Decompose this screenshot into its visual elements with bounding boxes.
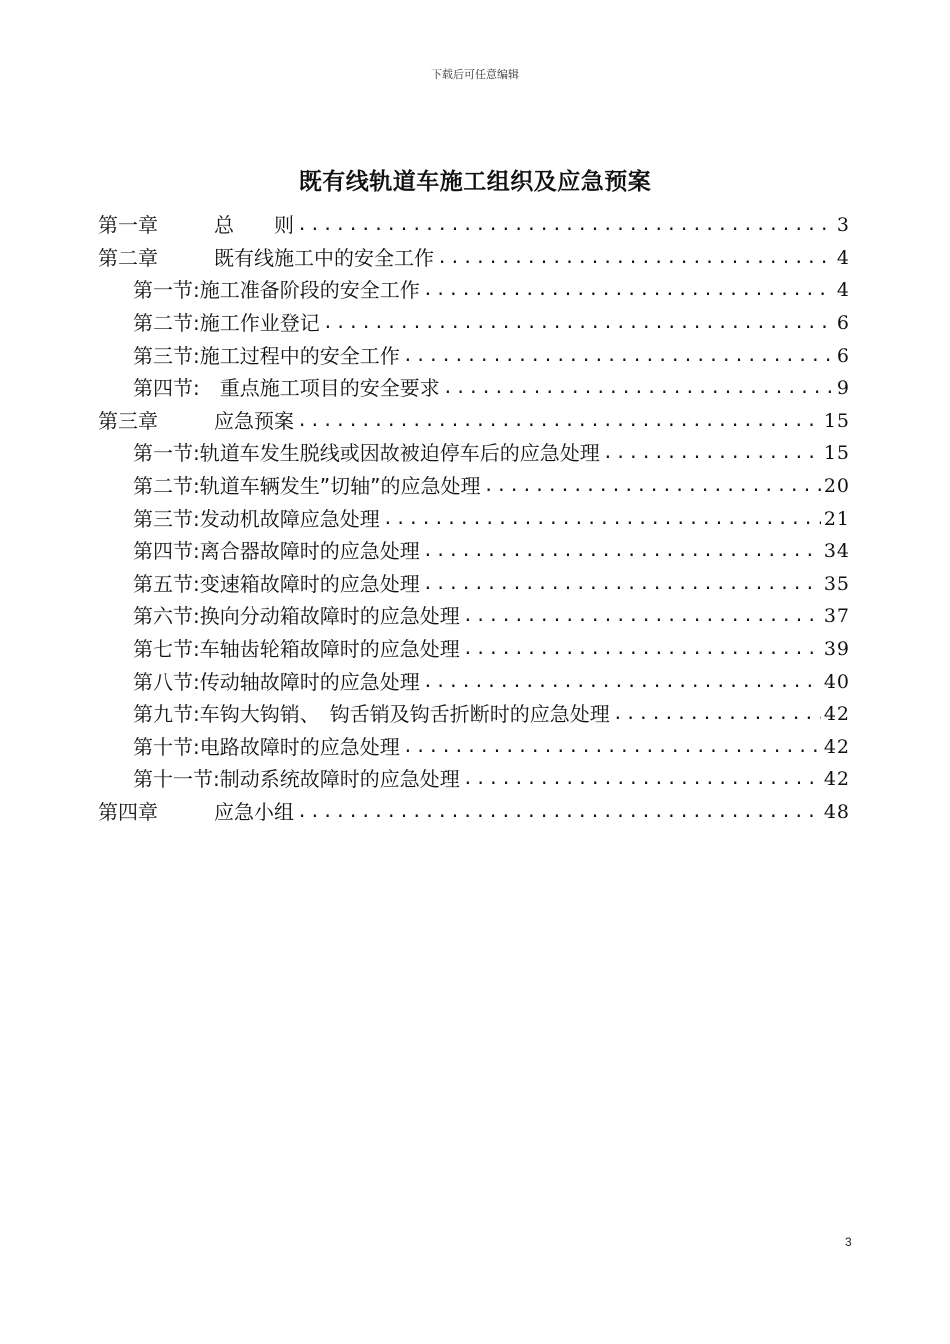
toc-entry-label: [133, 731, 400, 763]
toc-entry-number: 第五节:: [133, 571, 200, 596]
toc-entry-page: 42: [823, 735, 850, 758]
toc-entry-title: 离合器故障时的应急处理: [199, 539, 420, 564]
toc-entry-label: [133, 633, 460, 665]
toc-entry-title: 制动系统故障时的应急处理: [219, 767, 460, 792]
toc-entry-label: [98, 796, 294, 828]
toc-entry-page: 6: [836, 312, 850, 335]
toc-dot-leader: [443, 372, 834, 404]
toc-dot-leader: [603, 437, 821, 469]
toc-entry-title: 车钩大钩销、 钩舌销及钩舌折断时的应急处理: [199, 702, 610, 727]
toc-dot-leader: [297, 405, 821, 437]
toc-entry-page: 40: [823, 670, 850, 693]
toc-dot-leader: [483, 470, 820, 502]
toc-entry-page: 34: [823, 540, 850, 563]
toc-entry-page: 15: [823, 442, 850, 465]
toc-section-entry[interactable]: [98, 568, 850, 601]
toc-entry-number: 第十节:: [133, 734, 200, 759]
toc-entry-page: 37: [823, 605, 850, 628]
toc-entry-title: 施工过程中的安全工作: [199, 343, 400, 368]
toc-dot-leader: [613, 698, 821, 730]
toc-entry-label: [98, 209, 294, 241]
toc-dot-leader: [437, 242, 834, 274]
toc-section-entry[interactable]: [98, 665, 850, 698]
toc-section-entry[interactable]: [98, 731, 850, 764]
toc-entry-number: 第三章: [98, 408, 158, 433]
toc-dot-leader: [423, 666, 821, 698]
toc-section-entry[interactable]: [98, 437, 850, 470]
toc-entry-label: [133, 372, 440, 404]
toc-entry-page: 3: [836, 214, 850, 237]
toc-entry-title: 传动轴故障时的应急处理: [199, 669, 420, 694]
page-number: 3: [845, 1235, 852, 1249]
toc-section-entry[interactable]: [98, 502, 850, 535]
toc-entry-number: 第四节:: [133, 539, 200, 564]
toc-dot-leader: [297, 209, 834, 241]
toc-entry-page: 20: [823, 475, 850, 498]
toc-dot-leader: [383, 503, 821, 535]
toc-dot-leader: [297, 796, 821, 828]
toc-dot-leader: [463, 600, 821, 632]
toc-section-entry[interactable]: [98, 307, 850, 340]
toc-dot-leader: [423, 568, 821, 600]
toc-entry-title: 重点施工项目的安全要求: [199, 376, 440, 401]
toc-entry-number: 第八节:: [133, 669, 200, 694]
toc-entry-title: 施工作业登记: [199, 311, 320, 336]
toc-dot-leader: [403, 340, 834, 372]
toc-entry-page: 4: [836, 279, 850, 302]
toc-entry-number: 第二节:: [133, 474, 200, 499]
toc-entry-title: 车轴齿轮箱故障时的应急处理: [199, 637, 460, 662]
toc-entry-label: [133, 698, 610, 730]
toc-entry-number: 第一节:: [133, 278, 200, 303]
toc-section-entry[interactable]: [98, 339, 850, 372]
toc-entry-page: 9: [836, 377, 850, 400]
toc-entry-label: [133, 307, 320, 339]
toc-chapter-entry[interactable]: [98, 405, 850, 438]
toc-entry-title: 应急小组: [214, 799, 294, 824]
toc-entry-title: 变速箱故障时的应急处理: [199, 571, 420, 596]
toc-entry-label: [133, 503, 380, 535]
toc-section-entry[interactable]: [98, 372, 850, 405]
toc-section-entry[interactable]: [98, 470, 850, 503]
toc-entry-label: [98, 242, 434, 274]
toc-entry-number: 第十一节:: [133, 767, 220, 792]
toc-chapter-entry[interactable]: [98, 796, 850, 829]
toc-dot-leader: [403, 731, 821, 763]
toc-entry-title: 施工准备阶段的安全工作: [199, 278, 420, 303]
toc-entry-page: 4: [836, 246, 850, 269]
toc-section-entry[interactable]: [98, 535, 850, 568]
toc-chapter-entry[interactable]: [98, 209, 850, 242]
toc-section-entry[interactable]: [98, 698, 850, 731]
toc-entry-label: [98, 405, 294, 437]
table-of-contents: [98, 209, 850, 828]
toc-entry-title: 应急预案: [214, 408, 294, 433]
toc-entry-label: [133, 470, 480, 502]
header-note: 下载后可任意编辑: [431, 68, 519, 81]
toc-entry-page: 21: [823, 507, 850, 530]
toc-entry-label: [133, 568, 420, 600]
toc-entry-label: [133, 666, 420, 698]
toc-entry-title: 总 则: [214, 213, 294, 238]
toc-entry-page: 39: [823, 638, 850, 661]
toc-section-entry[interactable]: [98, 633, 850, 666]
toc-entry-page: 42: [823, 703, 850, 726]
toc-entry-label: [133, 437, 600, 469]
toc-entry-title: 既有线施工中的安全工作: [214, 245, 434, 270]
toc-dot-leader: [463, 633, 821, 665]
toc-dot-leader: [323, 307, 834, 339]
toc-entry-title: 发动机故障应急处理: [199, 506, 380, 531]
toc-section-entry[interactable]: [98, 763, 850, 796]
toc-entry-number: 第四节:: [133, 376, 200, 401]
toc-entry-number: 第六节:: [133, 604, 200, 629]
document-title: 既有线轨道车施工组织及应急预案: [298, 168, 652, 195]
toc-entry-number: 第二节:: [133, 311, 200, 336]
toc-chapter-entry[interactable]: [98, 242, 850, 275]
toc-dot-leader: [423, 274, 834, 306]
toc-entry-page: 42: [823, 768, 850, 791]
toc-entry-title: 轨道车发生脱线或因故被迫停车后的应急处理: [199, 441, 600, 466]
toc-section-entry[interactable]: [98, 274, 850, 307]
toc-entry-title: 电路故障时的应急处理: [199, 734, 400, 759]
toc-entry-label: [133, 274, 420, 306]
toc-entry-number: 第九节:: [133, 702, 200, 727]
toc-dot-leader: [463, 763, 821, 795]
toc-entry-label: [133, 340, 400, 372]
toc-entry-page: 15: [823, 409, 850, 432]
toc-entry-number: 第二章: [98, 245, 158, 270]
toc-entry-page: 6: [836, 344, 850, 367]
toc-entry-title: 轨道车辆发生”切轴”的应急处理: [199, 474, 481, 499]
toc-dot-leader: [423, 535, 821, 567]
toc-entry-number: 第三节:: [133, 506, 200, 531]
toc-entry-page: 35: [823, 572, 850, 595]
toc-section-entry[interactable]: [98, 600, 850, 633]
toc-entry-title: 换向分动箱故障时的应急处理: [199, 604, 460, 629]
toc-entry-label: [133, 600, 460, 632]
toc-entry-page: 48: [823, 800, 850, 823]
toc-entry-number: 第一章: [98, 213, 158, 238]
toc-entry-label: [133, 763, 460, 795]
toc-entry-number: 第四章: [98, 799, 158, 824]
toc-entry-label: [133, 535, 420, 567]
toc-entry-number: 第七节:: [133, 637, 200, 662]
toc-entry-number: 第三节:: [133, 343, 200, 368]
toc-entry-number: 第一节:: [133, 441, 200, 466]
